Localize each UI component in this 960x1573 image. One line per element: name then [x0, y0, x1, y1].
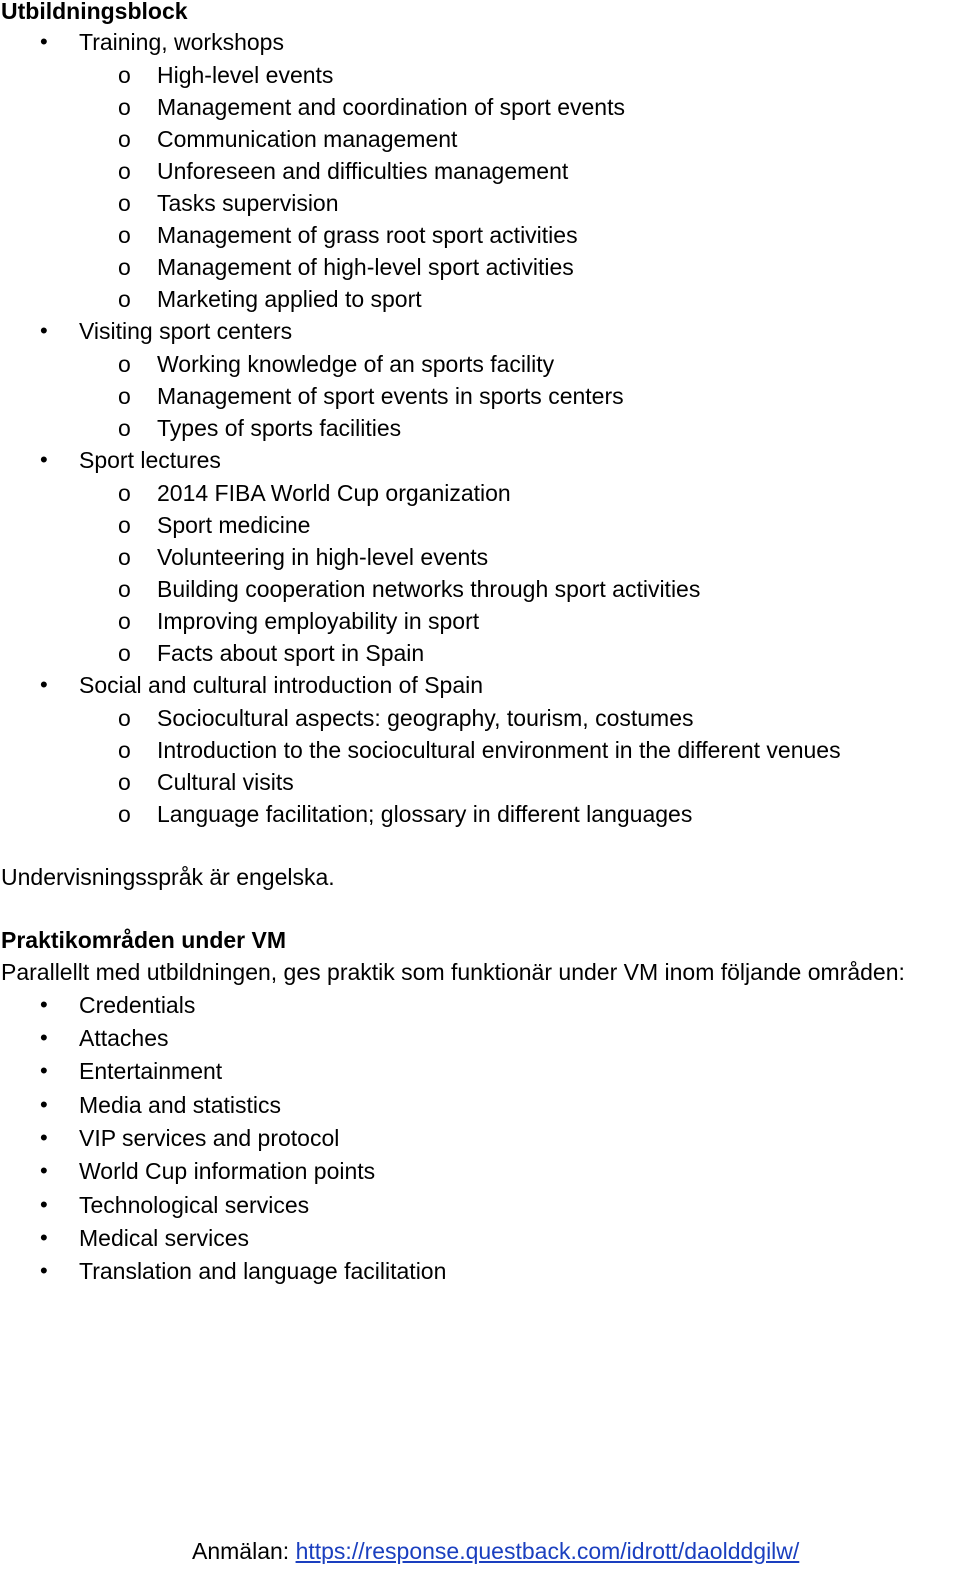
sub-bullet-icon: o	[118, 512, 131, 538]
list-item: Management and coordination of sport events	[157, 94, 625, 120]
registration-link[interactable]: https://response.questback.com/idrott/daolddgilw/	[295, 1538, 800, 1564]
sub-bullet-icon: o	[118, 705, 131, 731]
sub-bullet-icon: o	[118, 222, 131, 248]
list-item: Sociocultural aspects: geography, tourism, costumes	[157, 705, 694, 731]
list-item: Management of high-level sport activities	[157, 254, 574, 280]
sub-bullet-icon: o	[118, 801, 131, 827]
list-item: Management of sport events in sports centers	[157, 383, 624, 409]
list-item-group: Sport lectures	[79, 447, 221, 473]
list-item: Marketing applied to sport	[157, 286, 422, 312]
list-item: Working knowledge of an sports facility	[157, 351, 555, 377]
list-item: Tasks supervision	[157, 190, 339, 216]
list-item: Volunteering in high-level events	[157, 544, 489, 570]
section-heading-utbildningsblock: Utbildningsblock	[1, 0, 188, 24]
bullet-icon: •	[40, 447, 48, 472]
list-item: Medical services	[79, 1225, 249, 1251]
list-item: Technological services	[79, 1192, 310, 1218]
sub-bullet-icon: o	[118, 576, 131, 602]
list-item: VIP services and protocol	[79, 1125, 340, 1151]
sub-bullet-icon: o	[118, 737, 131, 763]
bullet-icon: •	[40, 318, 48, 343]
list-item: Facts about sport in Spain	[157, 640, 425, 666]
bullet-icon: •	[40, 1125, 48, 1150]
sub-bullet-icon: o	[118, 62, 131, 88]
sub-bullet-icon: o	[118, 608, 131, 634]
sub-bullet-icon: o	[118, 126, 131, 152]
bullet-icon: •	[40, 1158, 48, 1183]
list-item: Translation and language facilitation	[79, 1258, 447, 1284]
sub-bullet-icon: o	[118, 544, 131, 570]
sub-bullet-icon: o	[118, 769, 131, 795]
sub-bullet-icon: o	[118, 158, 131, 184]
bullet-icon: •	[40, 29, 48, 54]
list-item: Cultural visits	[157, 769, 294, 795]
bullet-icon: •	[40, 672, 48, 697]
list-item-group: Training, workshops	[79, 29, 284, 55]
bullet-icon: •	[40, 1258, 48, 1283]
bullet-icon: •	[40, 1058, 48, 1083]
sub-bullet-icon: o	[118, 383, 131, 409]
list-item: Building cooperation networks through sport activities	[157, 576, 701, 602]
bullet-icon: •	[40, 992, 48, 1017]
list-item: Attaches	[79, 1025, 169, 1051]
sub-bullet-icon: o	[118, 286, 131, 312]
list-item: Sport medicine	[157, 512, 311, 538]
language-note: Undervisningsspråk är engelska.	[1, 864, 335, 890]
sub-bullet-icon: o	[118, 351, 131, 377]
list-item: Communication management	[157, 126, 458, 152]
list-item: Types of sports facilities	[157, 415, 402, 441]
footer-label: Anmälan:	[192, 1538, 290, 1564]
list-item: Entertainment	[79, 1058, 223, 1084]
list-item: Media and statistics	[79, 1092, 281, 1118]
bullet-icon: •	[40, 1025, 48, 1050]
list-item: World Cup information points	[79, 1158, 376, 1184]
sub-bullet-icon: o	[118, 640, 131, 666]
list-item: Credentials	[79, 992, 196, 1018]
footer	[192, 1536, 799, 1566]
list-item-group: Visiting sport centers	[79, 318, 293, 344]
sub-bullet-icon: o	[118, 94, 131, 120]
bullet-icon: •	[40, 1092, 48, 1117]
list-item: Improving employability in sport	[157, 608, 480, 634]
bullet-icon: •	[40, 1192, 48, 1217]
list-item-group: Social and cultural introduction of Spain	[79, 672, 484, 698]
bullet-icon: •	[40, 1225, 48, 1250]
sub-bullet-icon: o	[118, 190, 131, 216]
list-item: Management of grass root sport activities	[157, 222, 578, 248]
sub-bullet-icon: o	[118, 415, 131, 441]
sub-bullet-icon: o	[118, 480, 131, 506]
list-item: High-level events	[157, 62, 334, 88]
list-item: Language facilitation; glossary in different languages	[157, 801, 693, 827]
section-heading-praktikomraden: Praktikområden under VM	[1, 927, 287, 953]
sub-bullet-icon: o	[118, 254, 131, 280]
list-item: Introduction to the sociocultural environment in the different venues	[157, 737, 841, 763]
list-item: Unforeseen and difficulties management	[157, 158, 569, 184]
section-intro: Parallellt med utbildningen, ges praktik som funktionär under VM inom följande områden:	[1, 959, 905, 985]
list-item: 2014 FIBA World Cup organization	[157, 480, 511, 506]
